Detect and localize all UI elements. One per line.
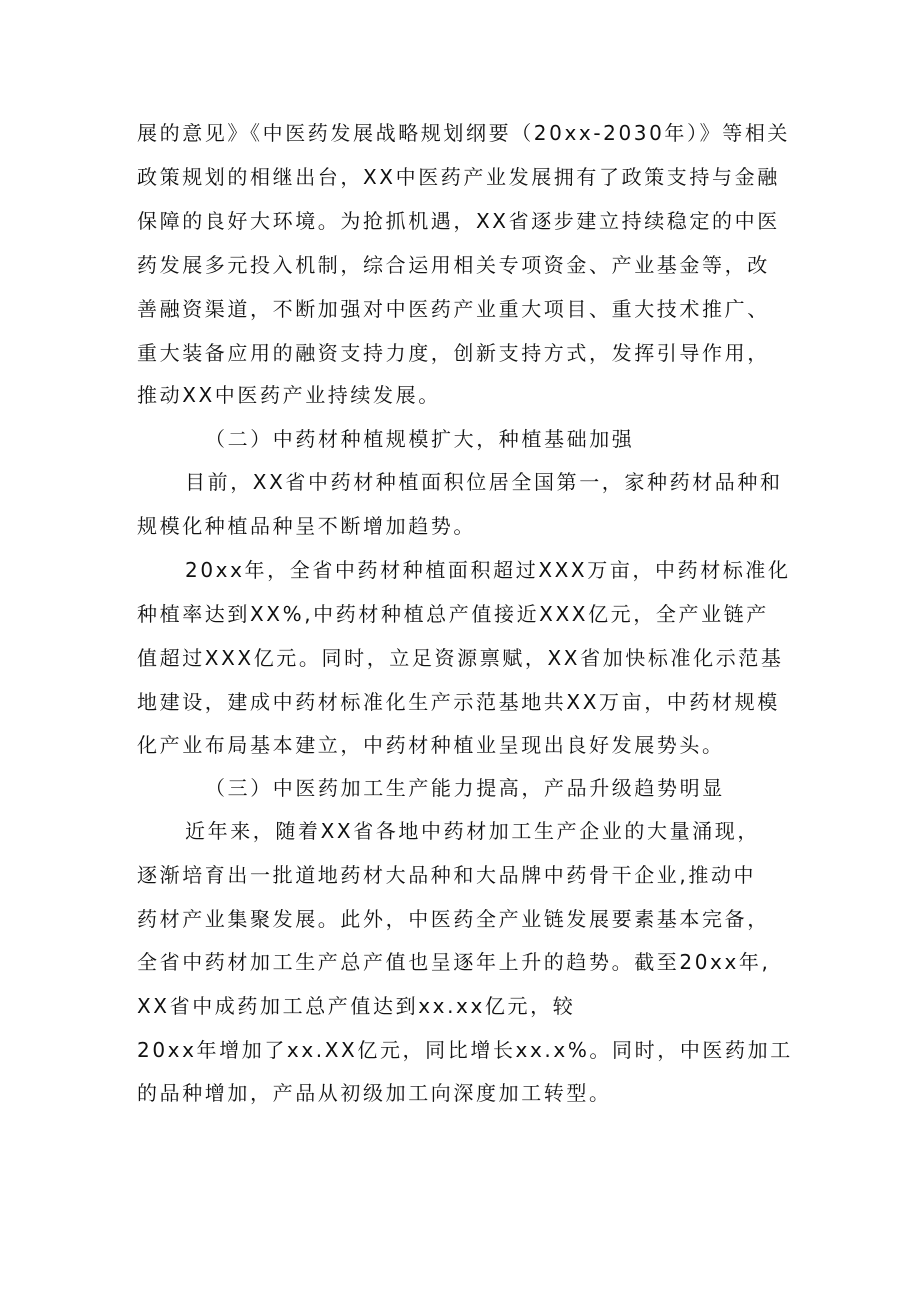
section-heading: （二）中药材种植规模扩大，种植基础加强 bbox=[205, 427, 635, 451]
paragraph-line: XX省中成药加工总产值达到xx.xx亿元，较 bbox=[137, 994, 576, 1018]
paragraph-line: 种植率达到XX%,中药材种植总产值接近XXX亿元，全产业链产 bbox=[137, 602, 769, 626]
paragraph-line: 的品种增加，产品从初级加工向深度加工转型。 bbox=[137, 1081, 612, 1105]
section-heading: （三）中医药加工生产能力提高，产品升级趋势明显 bbox=[205, 776, 725, 800]
paragraph-line: 化产业布局基本建立，中药材种植业呈现出良好发展势头。 bbox=[137, 733, 725, 757]
paragraph-line: 目前，XX省中药材种植面积位居全国第一，家种药材品种和 bbox=[185, 470, 783, 494]
paragraph-line: 全省中药材加工生产总产值也呈逐年上升的趋势。截至20xx年, bbox=[137, 950, 771, 974]
paragraph-line: 推动XX中医药产业持续发展。 bbox=[137, 383, 441, 407]
paragraph-line: 地建设，建成中药材标准化生产示范基地共XX万亩，中药材规模 bbox=[137, 690, 780, 714]
paragraph-line: 政策规划的相继出台，XX中医药产业发展拥有了政策支持与金融 bbox=[137, 165, 780, 189]
paragraph-line: 近年来，随着XX省各地中药材加工生产企业的大量涌现， bbox=[185, 819, 761, 843]
paragraph-line: 逐渐培育出一批道地药材大品种和大品牌中药骨干企业,推动中 bbox=[137, 863, 757, 887]
paragraph-line: 展的意见》《中医药发展战略规划纲要（20xx-2030年）》等相关 bbox=[137, 121, 791, 145]
paragraph-line: 规模化种植品种呈不断增加趋势。 bbox=[137, 514, 476, 538]
paragraph-line: 值超过XXX亿元。同时，立足资源禀赋，XX省加快标准化示范基 bbox=[137, 646, 784, 670]
paragraph-line: 重大装备应用的融资支持力度，创新支持方式，发挥引导作用， bbox=[137, 341, 770, 365]
paragraph-line: 20xx年增加了xx.XX亿元，同比增长xx.x%。同时，中医药加工 bbox=[137, 1038, 793, 1062]
paragraph-line: 药发展多元投入机制，综合运用相关专项资金、产业基金等，改 bbox=[137, 253, 770, 277]
paragraph-line: 20xx年，全省中药材种植面积超过XXX万亩，中药材标准化 bbox=[185, 558, 791, 582]
paragraph-line: 善融资渠道，不断加强对中医药产业重大项目、重大技术推广、 bbox=[137, 297, 770, 321]
paragraph-line: 药材产业集聚发展。此外，中医药全产业链发展要素基本完备， bbox=[137, 907, 770, 931]
paragraph-line: 保障的良好大环境。为抢抓机遇，XX省逐步建立持续稳定的中医 bbox=[137, 209, 780, 233]
